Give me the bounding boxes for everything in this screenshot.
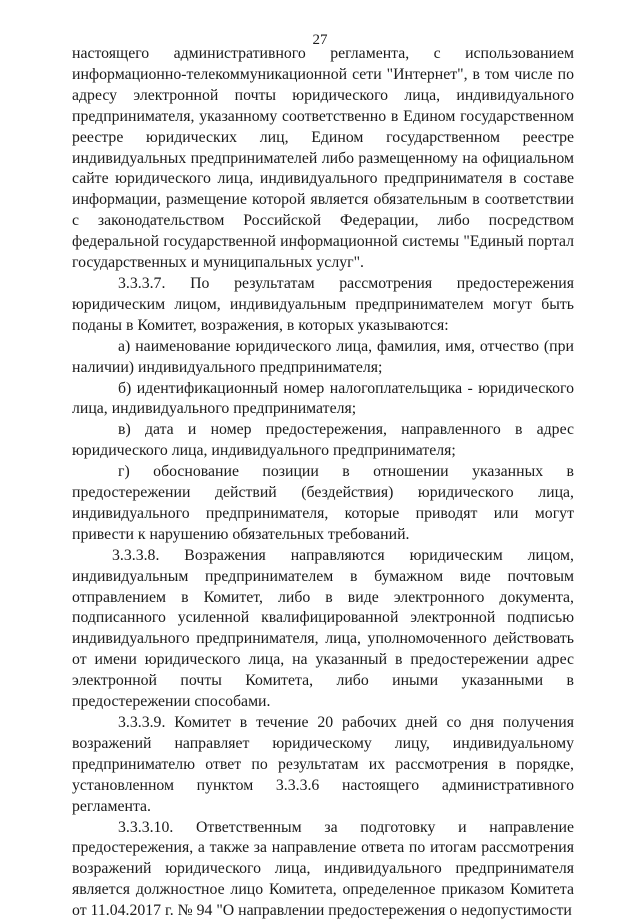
list-item-b: б) идентификационный номер налогоплательщика - юридического лица, индивидуального предпринимателя; [72,379,574,418]
list-item-g: г) обоснование позиции в отношении указанных в предостережении действий (бездействия) юридического лица, индивидуального предпринимателя, которые приводят или могут привести к нарушению обязательных требований. [72,463,574,543]
paragraph-3-3-3-10: 3.3.3.10. Ответственным за подготовку и направление предостережения, а также за направление ответа по итогам рассмотрения возражений юридического лица, индивидуального предпринимателя является должностное лицо Комитета, определенное приказом Комитета от 11.04.2017 г. № 94 "О направлении предостережения о недопустимости [72,818,574,920]
paragraph-3-3-3-7: 3.3.3.7. По результатам рассмотрения предостережения юридическим лицом, индивидуальным предпринимателем могут быть поданы в Комитет, возражения, в которых указываются: [72,274,574,334]
list-item-a: а) наименование юридического лица, фамилия, имя, отчество (при наличии) индивидуального предпринимателя; [72,337,574,376]
paragraph-continuation: настоящего административного регламента, с использованием информационно-телекоммуникационной сети "Интернет", в том числе по адресу электронной почты юридического лица, индивидуального предпринимателя, указанному соответственно в Едином государственном реестре юридических лиц, Едином государственном реестре индивидуальных предпринимателей либо размещенному на официальном сайте юридического лица, индивидуального предпринимателя в составе информации, размещение которой является обязательным в соответствии с законодательством Российской Федерации, либо посредством федеральной государственной информационной системы "Единый портал государственных и муниципальных услуг". [72,45,574,272]
page-number: 27 [312,32,328,48]
list-item-v: в) дата и номер предостережения, направленного в адрес юридического лица, индивидуального предпринимателя; [72,421,574,460]
document-body [72,44,574,922]
paragraph-3-3-3-8: 3.3.3.8. Возражения направляются юридическим лицом, индивидуальным предпринимателем в бумажном виде почтовым отправлением в Комитет, либо в виде электронного документа, подписанного усиленной квалифицированной электронной подписью индивидуального предпринимателя, лица, уполномоченного действовать от имени юридического лица, на указанный в предостережении адрес электронной почты Комитета, либо иными указанными в предостережении способами. [72,546,574,711]
paragraph-3-3-3-9: 3.3.3.9. Комитет в течение 20 рабочих дней со дня получения возражений направляет юридическому лицу, индивидуальному предпринимателю ответ по результатам их рассмотрения в порядке, установленном пунктом 3.3.3.6 настоящего административного регламента. [72,714,574,815]
